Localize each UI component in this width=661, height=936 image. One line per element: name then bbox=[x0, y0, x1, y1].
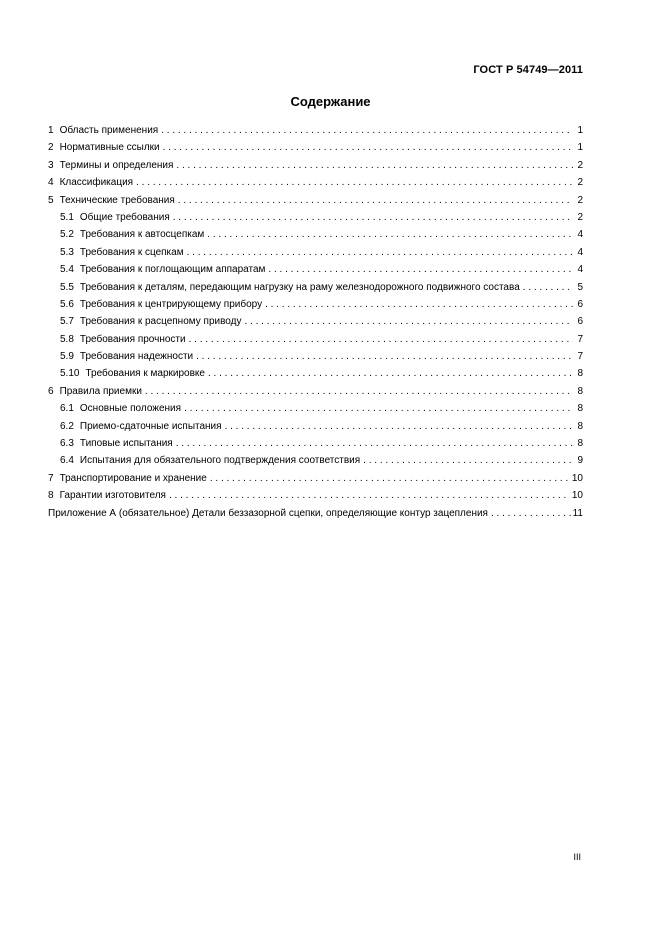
toc-entry[interactable] bbox=[48, 192, 583, 209]
table-of-contents bbox=[48, 122, 583, 522]
toc-leader-dots bbox=[173, 209, 573, 226]
toc-entry-page: 8 bbox=[577, 420, 583, 432]
toc-leader-dots bbox=[207, 226, 573, 243]
toc-leader-dots bbox=[178, 192, 573, 209]
toc-leader-dots bbox=[184, 400, 573, 417]
toc-entry[interactable] bbox=[48, 365, 583, 382]
toc-entry[interactable] bbox=[48, 487, 583, 504]
toc-entry[interactable] bbox=[48, 122, 583, 139]
toc-entry[interactable] bbox=[48, 435, 583, 452]
toc-entry[interactable] bbox=[48, 157, 583, 174]
toc-leader-dots bbox=[268, 261, 573, 278]
toc-entry-page: 8 bbox=[577, 368, 583, 380]
toc-leader-dots bbox=[523, 279, 573, 296]
toc-leader-dots bbox=[161, 122, 573, 139]
toc-entry[interactable] bbox=[48, 296, 583, 313]
toc-leader-dots bbox=[189, 331, 573, 348]
toc-entry-number: 8 bbox=[48, 490, 54, 502]
toc-entry-title: Гарантии изготовителя bbox=[59, 490, 166, 502]
toc-entry-page: 1 bbox=[577, 125, 583, 136]
toc-entry[interactable] bbox=[48, 400, 583, 417]
toc-entry[interactable] bbox=[48, 279, 583, 296]
toc-leader-dots bbox=[187, 244, 573, 261]
toc-entry-number: 5.10 bbox=[60, 368, 80, 380]
toc-entry-page: 11 bbox=[572, 507, 583, 519]
toc-entry-number: 5.4 bbox=[60, 264, 74, 276]
toc-entry-number: 5.3 bbox=[60, 246, 74, 258]
toc-leader-dots bbox=[176, 157, 573, 174]
toc-leader-dots bbox=[208, 365, 573, 382]
toc-entry-title: Технические требования bbox=[59, 194, 175, 206]
toc-entry-title: Требования к автосцепкам bbox=[79, 229, 205, 241]
toc-entry-number: 7 bbox=[48, 472, 54, 484]
toc-leader-dots bbox=[163, 139, 573, 156]
toc-entry[interactable] bbox=[48, 331, 583, 348]
toc-entry-number: 1 bbox=[48, 125, 54, 136]
toc-entry-title: Требования к поглощающим аппаратам bbox=[79, 264, 266, 276]
toc-entry[interactable] bbox=[48, 348, 583, 365]
toc-entry-number: 5.6 bbox=[60, 298, 74, 310]
toc-entry-title: Классификация bbox=[59, 177, 134, 189]
toc-entry-number: 6.2 bbox=[60, 420, 74, 432]
toc-entry[interactable] bbox=[48, 244, 583, 261]
toc-leader-dots bbox=[225, 418, 573, 435]
toc-entry-title: Область применения bbox=[59, 125, 159, 136]
toc-leader-dots bbox=[136, 174, 573, 191]
toc-entry-title: Правила приемки bbox=[59, 385, 142, 397]
toc-entry[interactable] bbox=[48, 226, 583, 243]
toc-entry-title: Испытания для обязательного подтверждения соответствия bbox=[79, 455, 361, 467]
toc-entry-number: 5.1 bbox=[60, 211, 74, 223]
toc-entry-page: 4 bbox=[577, 264, 583, 276]
toc-entry-page: 2 bbox=[577, 159, 583, 171]
toc-entry-page: 6 bbox=[577, 298, 583, 310]
toc-entry-page: 1 bbox=[577, 142, 583, 154]
toc-entry-number: 6.1 bbox=[60, 403, 74, 415]
toc-leader-dots bbox=[210, 470, 570, 487]
toc-entry[interactable] bbox=[48, 139, 583, 156]
toc-entry-number: 6.3 bbox=[60, 438, 74, 450]
toc-entry-page: 2 bbox=[577, 194, 583, 206]
toc-entry-page: 8 bbox=[577, 438, 583, 450]
toc-leader-dots bbox=[363, 452, 573, 469]
toc-entry[interactable] bbox=[48, 209, 583, 226]
page-number: III bbox=[573, 852, 581, 862]
toc-entry-title: Типовые испытания bbox=[79, 438, 173, 450]
toc-entry-page: 4 bbox=[577, 229, 583, 241]
document-standard-code: ГОСТ Р 54749—2011 bbox=[473, 64, 583, 76]
toc-leader-dots bbox=[176, 435, 573, 452]
toc-entry-title: Нормативные ссылки bbox=[59, 142, 160, 154]
toc-entry[interactable] bbox=[48, 174, 583, 191]
toc-entry-number: 5.9 bbox=[60, 351, 74, 363]
toc-entry-title: Требования к сцепкам bbox=[79, 246, 184, 258]
toc-entry-page: 8 bbox=[577, 403, 583, 415]
toc-entry-title: Требования к деталям, передающим нагрузку на раму железнодорожного подвижного состава bbox=[79, 281, 520, 293]
toc-entry[interactable] bbox=[48, 452, 583, 469]
toc-entry-title: Основные положения bbox=[79, 403, 182, 415]
toc-entry-number: 5.8 bbox=[60, 333, 74, 345]
toc-entry-title: Приемо-сдаточные испытания bbox=[79, 420, 222, 432]
toc-entry-title: Транспортирование и хранение bbox=[59, 472, 207, 484]
toc-entry[interactable] bbox=[48, 418, 583, 435]
toc-entry-page: 9 bbox=[577, 455, 583, 467]
toc-entry-number: 6.4 bbox=[60, 455, 74, 467]
toc-entry[interactable] bbox=[48, 505, 583, 522]
toc-entry-page: 2 bbox=[577, 211, 583, 223]
toc-entry[interactable] bbox=[48, 313, 583, 330]
toc-entry-number: 5 bbox=[48, 194, 54, 206]
toc-entry-number: 3 bbox=[48, 159, 54, 171]
toc-entry-title: Общие требования bbox=[79, 211, 170, 223]
toc-entry-page: 10 bbox=[571, 472, 583, 484]
toc-entry-page: 10 bbox=[571, 490, 583, 502]
toc-entry-page: 4 bbox=[577, 246, 583, 258]
toc-entry-title: Требования прочности bbox=[79, 333, 186, 345]
toc-entry-page: 7 bbox=[577, 351, 583, 363]
page-title: Содержание bbox=[290, 94, 371, 109]
toc-entry-number: 5.5 bbox=[60, 281, 74, 293]
toc-entry[interactable] bbox=[48, 470, 583, 487]
toc-leader-dots bbox=[196, 348, 573, 365]
toc-entry-page: 2 bbox=[577, 177, 583, 189]
toc-entry-title: Термины и определения bbox=[59, 159, 174, 171]
toc-entry[interactable] bbox=[48, 383, 583, 400]
toc-leader-dots bbox=[244, 313, 573, 330]
toc-leader-dots bbox=[265, 296, 573, 313]
toc-entry-page: 5 bbox=[577, 281, 583, 293]
toc-entry-number: 6 bbox=[48, 385, 54, 397]
toc-entry-number: 5.7 bbox=[60, 316, 74, 328]
toc-entry-title: Требования к расцепному приводу bbox=[79, 316, 242, 328]
toc-entry-number: 5.2 bbox=[60, 229, 74, 241]
toc-entry-number: 2 bbox=[48, 142, 54, 154]
toc-entry-page: 7 bbox=[577, 333, 583, 345]
toc-leader-dots bbox=[169, 487, 570, 504]
toc-entry[interactable] bbox=[48, 261, 583, 278]
toc-entry-title: Приложение А (обязательное) Детали беззазорной сцепки, определяющие контур зацепления bbox=[48, 507, 488, 519]
toc-leader-dots bbox=[145, 383, 573, 400]
toc-entry-number: 4 bbox=[48, 177, 54, 189]
toc-entry-page: 6 bbox=[577, 316, 583, 328]
toc-entry-title: Требования к маркировке bbox=[85, 368, 205, 380]
toc-entry-title: Требования надежности bbox=[79, 351, 194, 363]
toc-entry-page: 8 bbox=[577, 385, 583, 397]
toc-leader-dots bbox=[491, 505, 571, 522]
toc-entry-title: Требования к центрирующему прибору bbox=[79, 298, 263, 310]
